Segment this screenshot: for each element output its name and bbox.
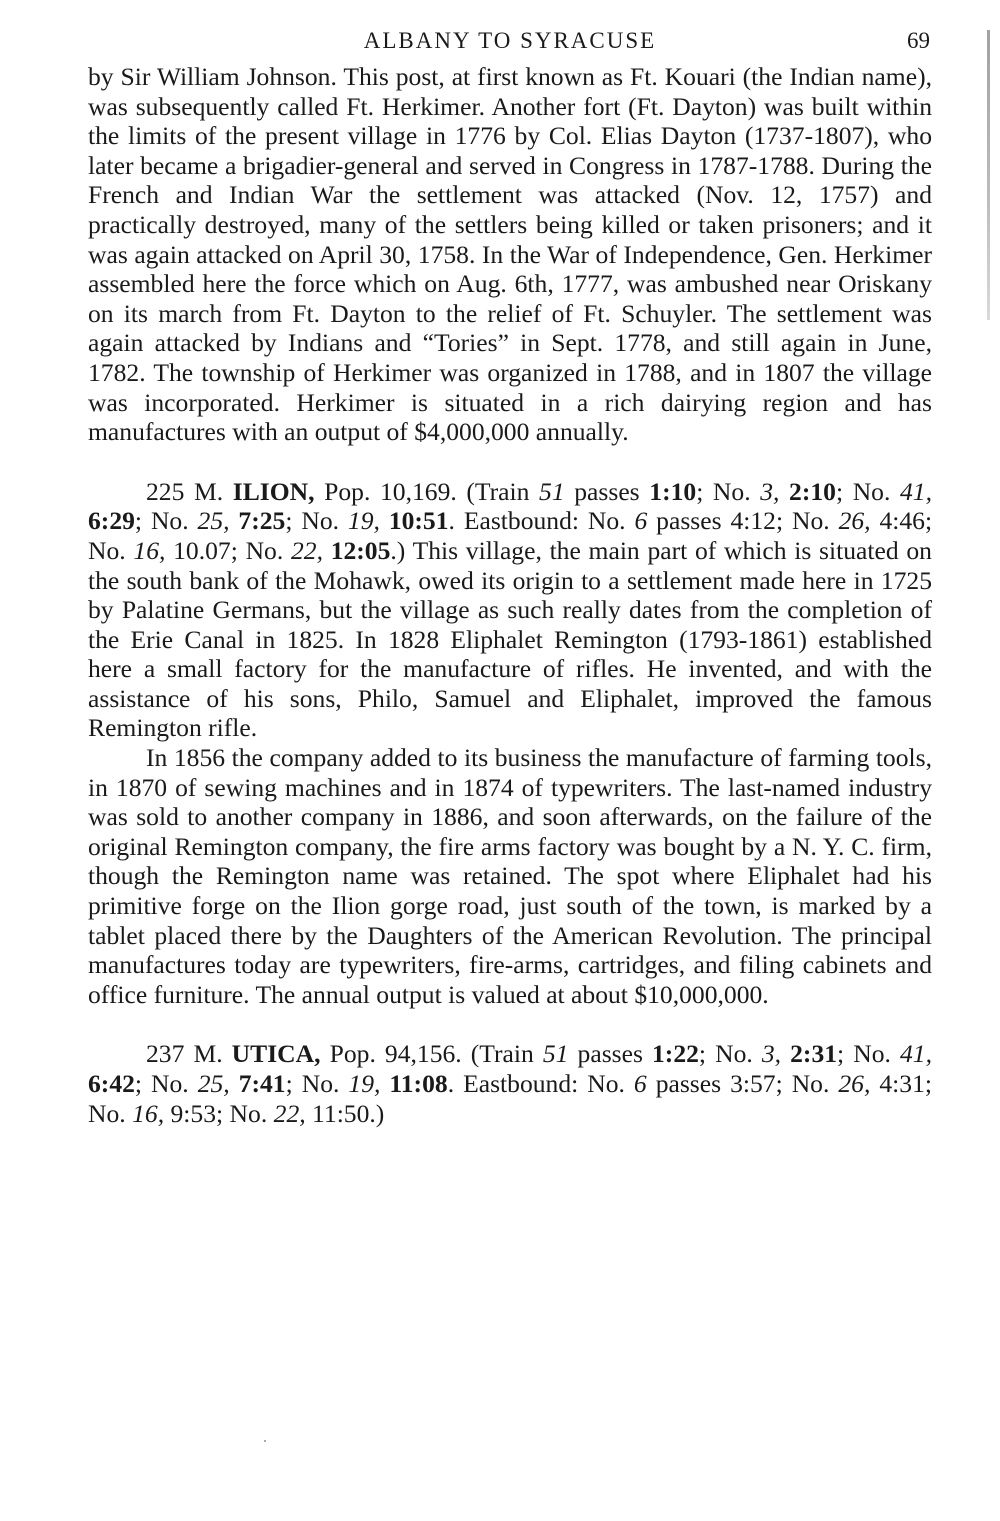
- train-time: 10.07: [173, 535, 231, 565]
- train-no-label: No.: [245, 535, 284, 565]
- train-no-label: No.: [150, 506, 189, 536]
- entry-place-name: UTICA,: [231, 1039, 321, 1069]
- entry-population: Pop. 94,156.: [329, 1039, 462, 1069]
- entry-ilion: [88, 477, 932, 743]
- train-verb: passes: [656, 506, 722, 536]
- train-separator: ;: [285, 1069, 293, 1098]
- train-time: 1:10: [649, 476, 697, 506]
- running-title: ALBANY TO SYRACUSE: [363, 28, 657, 53]
- scan-edge-shadow: [987, 30, 990, 320]
- train-number: 6: [633, 1069, 647, 1098]
- train-time: 6:42: [88, 1069, 135, 1098]
- train-no-label: No.: [587, 1069, 625, 1098]
- train-separator: ;: [216, 1098, 224, 1128]
- train-time: 7:25: [238, 506, 286, 536]
- train-time: 9:53: [170, 1098, 217, 1128]
- train-time: 4:12: [730, 506, 776, 536]
- timetable-open: (Train: [470, 1039, 543, 1069]
- train-number: 19,: [348, 1069, 381, 1098]
- train-verb: passes: [577, 1039, 643, 1069]
- train-number: 22,: [273, 1098, 306, 1128]
- train-separator: .): [390, 535, 406, 565]
- paragraph-herkimer-history: by Sir William Johnson. This post, at first known as Ft. Kouari (the Indian name), was subsequently called Ft. Herkimer. Another fort (Ft. Dayton) was built within the limits of the present village in 1776 by Col. Elias Dayton (1737-1807), who later became a brigadier-general and served in Congress in 1787-1788. During the French and Indian War the settlement was attacked (Nov. 12, 1757) and practically destroyed, many of the settlers being killed or taken prisoners; and it was again attacked on April 30, 1758. In the War of Independence, Gen. Herkimer assembled here the force which on Aug. 6th, 1777, was ambushed near Oriskany on its march from Ft. Dayton to the relief of Ft. Schuyler. The settlement was again attacked by Indians and “Tories” in Sept. 1778, and still again in June, 1782. The township of Herkimer was organized in 1788, and in 1807 the village was incorporated. Herkimer is situated in a rich dairying region and has manufactures with an output of $4,000,000 annually.: [88, 62, 932, 447]
- train-separator: ;: [134, 506, 143, 536]
- timetable-open: (Train: [466, 476, 540, 506]
- train-no-label: No.: [715, 1039, 753, 1069]
- train-no-label: No.: [88, 535, 126, 565]
- train-number: 25,: [197, 506, 230, 536]
- train-number: 41,: [899, 1039, 932, 1069]
- train-time: 2:10: [789, 476, 836, 506]
- train-no-label: No.: [229, 1098, 268, 1128]
- train-separator: .): [369, 1098, 385, 1128]
- train-number: 6: [634, 506, 648, 536]
- train-time: 4:46: [879, 506, 925, 536]
- train-number: 25,: [197, 1069, 230, 1098]
- paragraph-remington-company: In 1856 the company added to its business the manufacture of farming tools, in 1870 of sewing machines and in 1874 of typewriters. The last-named industry was sold to another company in 1886, and soon afterwards, on the failure of the original Remington company, the fire arms factory was bought by a N. Y. C. firm, though the Remington name was retained. The spot where Eliphalet had his primitive forge on the Ilion gorge road, just south of the town, is marked by a tablet placed there by the Daughters of the American Revolution. The principal manufactures today are typewriters, fire-arms, cartridges, and filing cabinets and office furniture. The annual output is valued at about $10,000,000.: [88, 743, 932, 1009]
- train-number: 22,: [290, 535, 323, 565]
- train-separator: ;: [837, 1039, 845, 1069]
- train-number: 51: [542, 1039, 569, 1069]
- entry-population: Pop. 10,169.: [324, 476, 457, 506]
- train-number: 16,: [133, 535, 166, 565]
- train-separator: ;: [924, 506, 933, 536]
- train-time: 2:31: [790, 1039, 838, 1069]
- train-time: 11:50: [312, 1098, 370, 1128]
- train-number: 26,: [838, 1069, 871, 1098]
- train-number: 16,: [132, 1098, 165, 1128]
- entry-place-name: ILION,: [232, 476, 315, 506]
- train-separator: ;: [775, 506, 784, 536]
- train-no-label: No.: [791, 1069, 830, 1098]
- train-no-label: No.: [301, 1069, 340, 1098]
- train-number: 51: [539, 476, 565, 506]
- train-time: 11:08: [389, 1069, 448, 1098]
- train-no-label: No.: [853, 1039, 891, 1069]
- train-no-label: No.: [587, 506, 626, 536]
- train-no-label: No.: [712, 476, 751, 506]
- train-time: 10:51: [388, 506, 449, 536]
- train-no-label: No.: [301, 506, 340, 536]
- train-separator: ;: [134, 1069, 143, 1098]
- train-time: 6:29: [88, 506, 135, 536]
- train-number: 3,: [760, 476, 780, 506]
- entry-mileage: 225 M.: [146, 476, 224, 506]
- train-no-label: No.: [88, 1098, 126, 1128]
- train-time: 3:57: [730, 1069, 776, 1098]
- train-separator: ;: [696, 476, 704, 506]
- train-separator: ;: [775, 1069, 783, 1098]
- train-no-label: No.: [791, 506, 830, 536]
- train-number: 41,: [899, 476, 932, 506]
- entry-description: This village, the main part of which is situated on the south bank of the Mohawk, owed its origin to a settlement made here in 1725 by Palatine Germans, but the village as such really dates from the completion of the Erie Canal in 1825. In 1828 Eliphalet Remington (1793-1861) established here a small factory for the manufacture of rifles. He invented, and with the assistance of his sons, Philo, Samuel and Eliphalet, improved the famous Remington rifle.: [88, 535, 932, 743]
- running-head: [88, 22, 932, 62]
- train-verb: passes: [655, 1069, 722, 1098]
- train-time: 12:05: [330, 535, 391, 565]
- train-no-label: No.: [151, 1069, 189, 1098]
- train-number: 3,: [761, 1039, 782, 1069]
- train-separator: ;: [285, 506, 293, 536]
- train-separator: ;: [698, 1039, 707, 1069]
- train-number: 26,: [838, 506, 871, 536]
- train-time: 7:41: [238, 1069, 286, 1098]
- train-separator: ;: [835, 476, 844, 506]
- page-number: 69: [907, 28, 930, 53]
- entry-mileage: 237 M.: [146, 1039, 223, 1069]
- train-no-label: No.: [852, 476, 891, 506]
- train-number: 19,: [347, 506, 380, 536]
- train-separator: .: [448, 506, 455, 536]
- eastbound-label: Eastbound:: [463, 506, 579, 536]
- book-page: [88, 22, 932, 1128]
- eastbound-label: Eastbound:: [463, 1069, 579, 1098]
- scan-speck: [264, 1440, 266, 1442]
- train-separator: ;: [924, 1069, 932, 1098]
- train-separator: ;: [230, 535, 238, 565]
- train-verb: passes: [574, 476, 640, 506]
- train-time: 1:22: [652, 1039, 699, 1069]
- entry-utica: [88, 1039, 932, 1128]
- train-time: 4:31: [879, 1069, 925, 1098]
- train-separator: .: [447, 1069, 455, 1098]
